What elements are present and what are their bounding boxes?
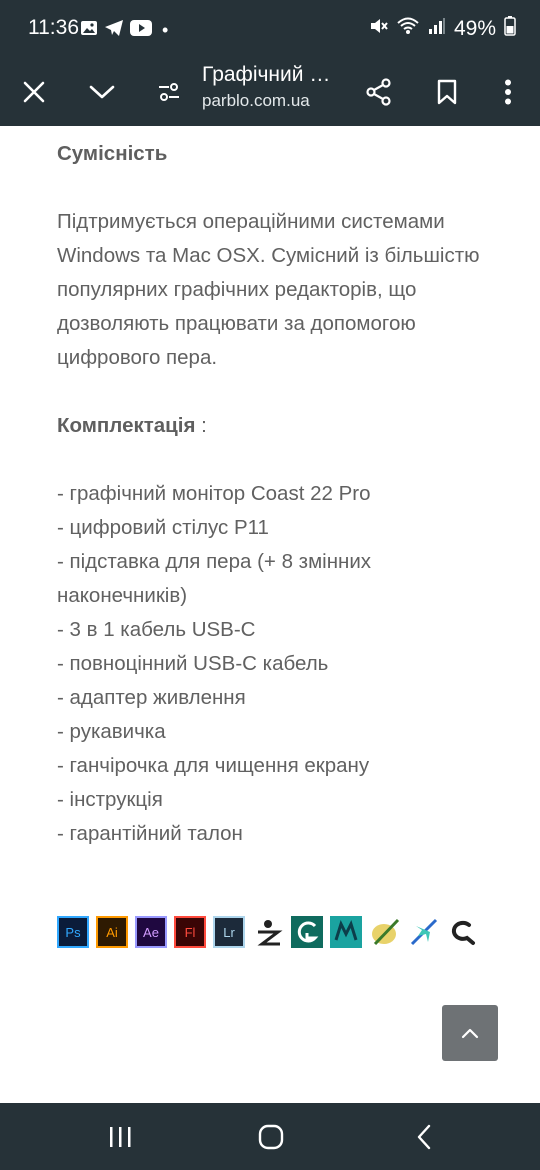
krita-icon [408, 916, 440, 948]
scroll-to-top-button[interactable] [442, 1005, 498, 1061]
compatibility-text: Підтримується операційними системами Windows та Mac OSX. Сумісний із більшістю популярних графічних редакторів, що дозволяють працювати за допомогою цифрового пера. [57, 210, 480, 369]
kit-heading-line [57, 409, 497, 443]
illustrator-icon [96, 916, 128, 948]
minimize-button[interactable] [74, 58, 130, 126]
home-button[interactable] [231, 1103, 311, 1170]
flash-label: Fl [184, 924, 196, 940]
system-navigation-bar [0, 1103, 540, 1170]
tune-icon [157, 82, 181, 102]
kit-heading: Комплектація [57, 414, 196, 437]
photoshop-label: Ps [65, 924, 81, 940]
list-item: - адаптер живлення [57, 686, 246, 709]
status-time: 11:36 [28, 16, 79, 39]
maya-icon [330, 916, 362, 948]
flash-icon [174, 916, 206, 948]
mute-icon [368, 16, 388, 42]
list-item: - 3 в 1 кабель USB-C [57, 618, 256, 641]
list-item: - рукавичка [57, 720, 166, 743]
recent-apps-button[interactable] [80, 1103, 160, 1170]
kit-heading-suffix: : [195, 414, 207, 437]
list-item: - гарантійний талон [57, 822, 243, 845]
list-item: - графічний монітор Coast 22 Pro [57, 482, 371, 505]
bookmark-icon [437, 79, 457, 105]
gallery-icon [80, 19, 98, 42]
youtube-icon [130, 20, 152, 41]
list-item: - інструкція [57, 788, 163, 811]
battery-percent: 49% [453, 17, 496, 40]
3ds-max-icon [291, 916, 323, 948]
home-icon [258, 1124, 284, 1150]
site-settings-button[interactable] [141, 58, 197, 126]
list-item: - повноцінний USB-C кабель [57, 652, 329, 675]
share-button[interactable] [351, 58, 407, 126]
back-icon [416, 1124, 432, 1150]
share-icon [366, 78, 392, 106]
chevron-up-icon [461, 1027, 479, 1039]
photoshop-icon [57, 916, 89, 948]
close-button[interactable] [6, 58, 62, 126]
chevron-down-icon [89, 84, 115, 100]
status-bar [0, 0, 540, 58]
wifi-icon [396, 16, 420, 42]
close-icon [23, 81, 45, 103]
recent-apps-icon [108, 1126, 132, 1148]
more-options-button[interactable] [480, 58, 536, 126]
page-url[interactable]: parblo.com.ua [202, 91, 310, 110]
more-notifications-dot: • [162, 20, 169, 40]
signal-icon [428, 17, 446, 41]
battery-icon [504, 16, 516, 42]
bookmark-button[interactable] [419, 58, 475, 126]
compatibility-heading: Сумісність [57, 142, 168, 165]
after-effects-icon [135, 916, 167, 948]
list-item: - цифровий стілус P11 [57, 516, 269, 539]
clip-studio-icon [447, 916, 479, 948]
custom-tab-toolbar [0, 58, 540, 126]
article-content [57, 126, 497, 851]
kit-list [57, 477, 497, 851]
after-effects-label: Ae [143, 924, 159, 940]
paint-tool-sai-icon [369, 916, 401, 948]
page-title[interactable]: Графічний … [202, 63, 331, 86]
more-vert-icon [504, 79, 512, 105]
illustrator-label: Ai [106, 924, 118, 940]
zbrush-icon [252, 916, 284, 948]
list-item: - підставка для пера (+ 8 змінних наконечників) [57, 550, 372, 607]
telegram-icon [104, 19, 124, 42]
back-button[interactable] [384, 1103, 464, 1170]
lightroom-icon [213, 916, 245, 948]
software-icons-row [57, 916, 479, 948]
lightroom-label: Lr [223, 924, 235, 940]
list-item: - ганчірочка для чищення екрану [57, 754, 370, 777]
notification-icons [80, 19, 168, 42]
